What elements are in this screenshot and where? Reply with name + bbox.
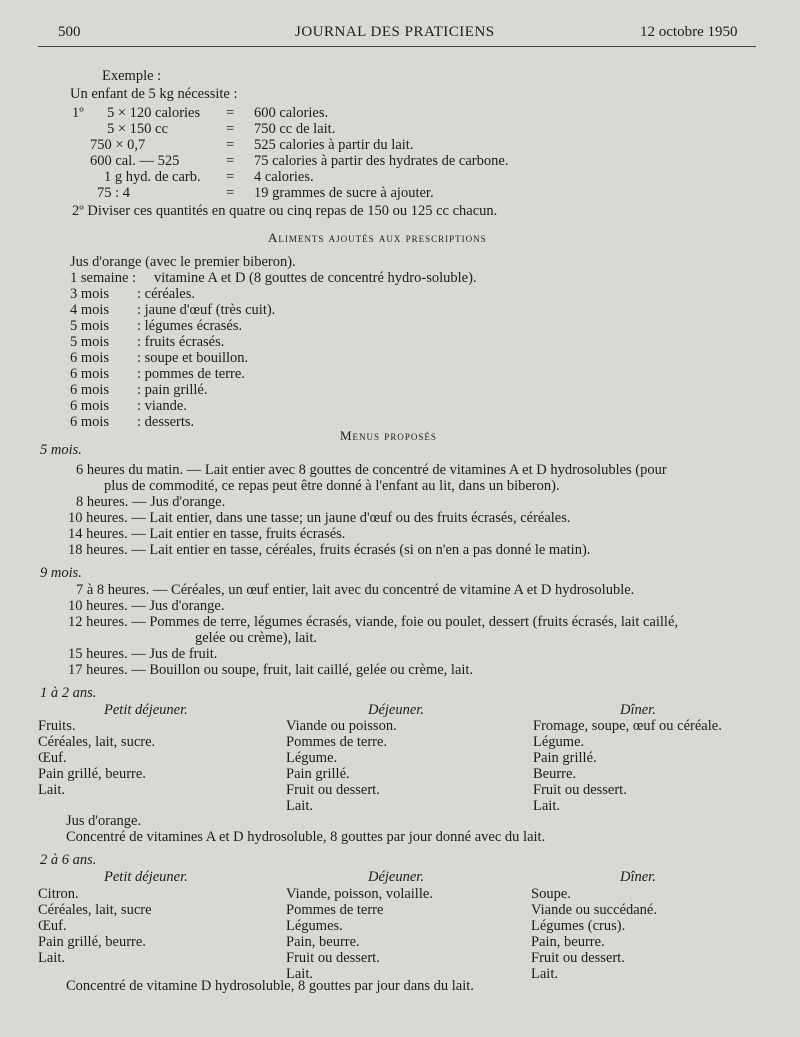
- menu-9-line: 12 heures. — Pommes de terre, légumes écrasés, viande, foie ou poulet, dessert (fruits écrasés, lait caillé,: [68, 614, 678, 630]
- aliment-item: : pain grillé.: [137, 382, 208, 398]
- menu-item: Viande ou succédané.: [531, 902, 657, 918]
- menu-5-line: 10 heures. — Lait entier, dans une tasse; un jaune d'œuf ou des fruits écrasés, céréales.: [68, 510, 571, 526]
- aliment-item: : viande.: [137, 398, 187, 414]
- menu-item: Légume.: [533, 734, 585, 750]
- menu-item: Lait.: [533, 798, 560, 814]
- example-intro: Un enfant de 5 kg nécessite :: [70, 86, 238, 102]
- menu-note: Concentré de vitamines A et D hydrosoluble, 8 gouttes par jour donné avec du lait.: [66, 829, 546, 845]
- calc-eq: =: [226, 169, 235, 185]
- menu-item: Citron.: [38, 886, 79, 902]
- issue-date: 12 octobre 1950: [640, 24, 738, 40]
- menu-5-line: 14 heures. — Lait entier en tasse, fruits écrasés.: [68, 526, 346, 542]
- menu-item: Lait.: [38, 950, 65, 966]
- page-number: 500: [58, 24, 81, 40]
- menu-item: Céréales, lait, sucre: [38, 902, 152, 918]
- menu-item: Viande ou poisson.: [286, 718, 397, 734]
- col-header-dejeuner: Déjeuner.: [368, 702, 424, 718]
- calc-eq: =: [226, 185, 235, 201]
- calc-right: 750 cc de lait.: [254, 121, 336, 137]
- calc-right: 75 calories à partir des hydrates de carbone.: [254, 153, 509, 169]
- step1-marker: 1º: [72, 105, 84, 121]
- step2-text: 2º Diviser ces quantités en quatre ou cinq repas de 150 ou 125 cc chacun.: [72, 203, 498, 219]
- calc-right: 600 calories.: [254, 105, 329, 121]
- menu-item: Viande, poisson, volaille.: [286, 886, 433, 902]
- aliment-item: vitamine A et D (8 gouttes de concentré hydro-soluble).: [154, 270, 477, 286]
- calc-left: 600 cal. — 525: [90, 153, 180, 169]
- menu-item: Œuf.: [38, 750, 67, 766]
- menu-item: Lait.: [38, 782, 65, 798]
- calc-right: 4 calories.: [254, 169, 314, 185]
- menu-item: Légume.: [286, 750, 338, 766]
- menu-item: Lait.: [286, 798, 313, 814]
- aliment-age: 6 mois: [70, 366, 110, 382]
- menu-1-2-label: 1 à 2 ans.: [40, 685, 97, 701]
- aliments-title: Aliments ajoutés aux prescriptions: [268, 230, 487, 245]
- menu-item: Pain, beurre.: [286, 934, 360, 950]
- menu-5-line: 6 heures du matin. — Lait entier avec 8 gouttes de concentré de vitamines A et D hydrosolubles (pour: [76, 462, 667, 478]
- menu-item: Beurre.: [533, 766, 577, 782]
- menu-9-line: 17 heures. — Bouillon ou soupe, fruit, lait caillé, gelée ou crème, lait.: [68, 662, 474, 678]
- calc-eq: =: [226, 121, 235, 137]
- journal-title: JOURNAL DES PRATICIENS: [295, 24, 495, 40]
- aliment-age: 6 mois: [70, 398, 110, 414]
- aliment-item: : céréales.: [137, 286, 195, 302]
- aliment-age: 6 mois: [70, 382, 110, 398]
- calc-eq: =: [226, 153, 235, 169]
- aliment-age: 6 mois: [70, 350, 110, 366]
- calc-left: 750 × 0,7: [90, 137, 146, 153]
- aliment-age: 6 mois: [70, 414, 110, 430]
- menu-5-line: 18 heures. — Lait entier en tasse, céréales, fruits écrasés (si on n'en a pas donné le matin).: [68, 542, 591, 558]
- aliments-first: Jus d'orange (avec le premier biberon).: [70, 254, 296, 270]
- aliment-item: : légumes écrasés.: [137, 318, 243, 334]
- calc-right: 525 calories à partir du lait.: [254, 137, 414, 153]
- menu-item: Fruit ou dessert.: [286, 782, 380, 798]
- menu-item: Légumes.: [286, 918, 343, 934]
- menu-note: Concentré de vitamine D hydrosoluble, 8 gouttes par jour dans du lait.: [66, 978, 474, 994]
- menu-5-label: 5 mois.: [40, 442, 82, 458]
- menu-item: Céréales, lait, sucre.: [38, 734, 156, 750]
- menu-9-line: 15 heures. — Jus de fruit.: [68, 646, 218, 662]
- menu-item: Pain grillé, beurre.: [38, 766, 146, 782]
- menu-5-line: plus de commodité, ce repas peut être donné à l'enfant au lit, dans un biberon).: [104, 478, 560, 494]
- menu-item: Lait.: [286, 966, 313, 982]
- calc-right: 19 grammes de sucre à ajouter.: [254, 185, 434, 201]
- menu-item: Soupe.: [531, 886, 571, 902]
- menu-item: Pain, beurre.: [531, 934, 605, 950]
- aliment-age: 3 mois: [70, 286, 110, 302]
- menu-item: Fromage, soupe, œuf ou céréale.: [533, 718, 722, 734]
- header-rule: [38, 46, 756, 47]
- menu-item: Pommes de terre: [286, 902, 384, 918]
- calc-left: 5 × 120 calories: [107, 105, 201, 121]
- menu-item: Fruit ou dessert.: [533, 782, 627, 798]
- menu-9-line: 10 heures. — Jus d'orange.: [68, 598, 225, 614]
- aliment-item: : pommes de terre.: [137, 366, 245, 382]
- aliment-age: 5 mois: [70, 334, 110, 350]
- menu-5-line: 8 heures. — Jus d'orange.: [76, 494, 226, 510]
- aliment-age: 4 mois: [70, 302, 110, 318]
- menu-item: Œuf.: [38, 918, 67, 934]
- menu-9-label: 9 mois.: [40, 565, 82, 581]
- aliment-item: : desserts.: [137, 414, 195, 430]
- calc-eq: =: [226, 105, 235, 121]
- aliment-age: 1 semaine :: [70, 270, 137, 286]
- menu-item: Pain grillé, beurre.: [38, 934, 146, 950]
- menu-9-line: 7 à 8 heures. — Céréales, un œuf entier, lait avec du concentré de vitamine A et D hydrosoluble.: [76, 582, 635, 598]
- col-header-diner: Dîner.: [620, 869, 656, 885]
- menu-item: Fruit ou dessert.: [531, 950, 625, 966]
- col-header-diner: Dîner.: [620, 702, 656, 718]
- menu-9-line: gelée ou crème), lait.: [195, 630, 317, 646]
- example-heading: Exemple :: [102, 68, 162, 84]
- menus-title: Menus proposés: [340, 428, 437, 443]
- menu-item: Pain grillé.: [286, 766, 350, 782]
- menu-item: Lait.: [531, 966, 558, 982]
- aliment-item: : jaune d'œuf (très cuit).: [137, 302, 276, 318]
- aliment-age: 5 mois: [70, 318, 110, 334]
- calc-eq: =: [226, 137, 235, 153]
- menu-note: Jus d'orange.: [66, 813, 142, 829]
- aliment-item: : soupe et bouillon.: [137, 350, 249, 366]
- calc-left: 75 : 4: [97, 185, 131, 201]
- calc-left: 1 g hyd. de carb.: [104, 169, 201, 185]
- menu-item: Pommes de terre.: [286, 734, 388, 750]
- menu-item: Fruits.: [38, 718, 76, 734]
- col-header-dejeuner: Déjeuner.: [368, 869, 424, 885]
- calc-left: 5 × 150 cc: [107, 121, 168, 137]
- menu-item: Pain grillé.: [533, 750, 597, 766]
- col-header-petit-dejeuner: Petit déjeuner.: [104, 869, 188, 885]
- col-header-petit-dejeuner: Petit déjeuner.: [104, 702, 188, 718]
- menu-item: Légumes (crus).: [531, 918, 626, 934]
- aliment-item: : fruits écrasés.: [137, 334, 225, 350]
- menu-item: Fruit ou dessert.: [286, 950, 380, 966]
- menu-2-6-label: 2 à 6 ans.: [40, 852, 97, 868]
